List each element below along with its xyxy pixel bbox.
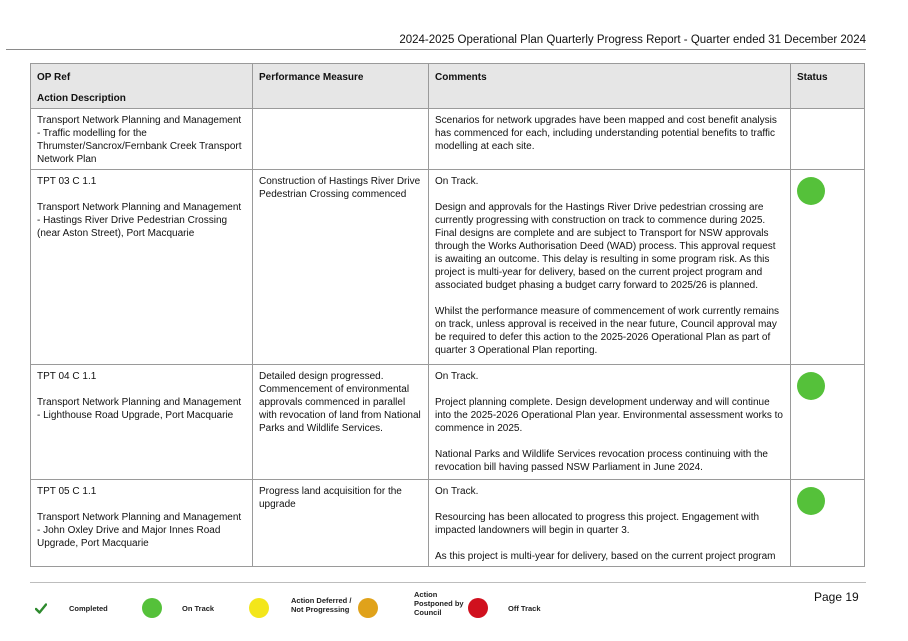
action-description: Transport Network Planning and Management - Lighthouse Road Upgrade, Port Macquarie: [37, 397, 242, 421]
comment-paragraph: Design and approvals for the Hastings River Drive pedestrian crossing are currently progressing with construction on track to commence during 2025. Final designs are complete and are subject to Transport for NSW approvals through the Works Authorisation Deed (WAD) process. This approval request is awaiting an outcome. This delay is resulting in some program risk. As this project is multi-year for delivery, based on the current project program and associated budget phasing a budget carry forward to 2025/26 is planned.: [435, 202, 776, 291]
legend-postponed: [358, 590, 464, 622]
deferred-circle-icon: [249, 598, 269, 618]
status-cell: [791, 480, 865, 567]
legend-deferred: [249, 594, 357, 622]
comments-cell: [429, 365, 791, 480]
header-divider: [6, 49, 866, 50]
comment-paragraph: As this project is multi-year for delivery, based on the current project program: [435, 551, 776, 562]
comment-paragraph: Project planning complete. Design development underway and will continue into the 2025-2026 Operational Plan year. Environmental assessment works to commence in 2025.: [435, 397, 783, 434]
legend-on-track: [142, 594, 214, 622]
status-cell: [791, 365, 865, 480]
on-track-status-icon: [797, 372, 825, 400]
comments-cell: [429, 170, 791, 365]
op-ref-header-label: OP Ref: [37, 72, 71, 83]
legend-label-postponed: Action Postponed by Council: [414, 590, 464, 617]
measure-cell: [253, 109, 429, 170]
legend-label-off-track: Off Track: [508, 603, 541, 613]
on-track-circle-icon: [142, 598, 162, 618]
on-track-status-icon: [797, 177, 825, 205]
comment-paragraph: National Parks and Wildlife Services revocation process continuing with the revocation bill having passed NSW Parliament in June 2024.: [435, 449, 768, 473]
action-cell: [31, 170, 253, 365]
legend-completed: [34, 594, 108, 622]
off-track-circle-icon: [468, 598, 488, 618]
legend-label-on-track: On Track: [182, 603, 215, 613]
action-description-header-label: Action Description: [37, 93, 126, 104]
measure-cell: Progress land acquisition for the upgrade: [253, 480, 429, 567]
op-ref: TPT 04 C 1.1: [37, 371, 97, 382]
table-row: [31, 480, 865, 567]
comment-paragraph: Resourcing has been allocated to progress this project. Engagement with impacted landowners will begin in quarter 3.: [435, 512, 760, 536]
legend-label-deferred: Action Deferred / Not Progressing: [291, 596, 352, 614]
report-header-title: 2024-2025 Operational Plan Quarterly Progress Report - Quarter ended 31 December 2024: [399, 34, 866, 46]
action-cell: [31, 365, 253, 480]
table-header-row: [31, 64, 865, 109]
comment-paragraph: On Track.: [435, 371, 479, 382]
page-number: Page 19: [814, 590, 859, 604]
legend-off-track: [468, 594, 541, 622]
table-row: [31, 109, 865, 170]
progress-table: [30, 63, 865, 567]
action-description: Transport Network Planning and Management - John Oxley Drive and Major Innes Road Upgrade, Port Macquarie: [37, 512, 242, 549]
op-ref: TPT 05 C 1.1: [37, 486, 97, 497]
comment-paragraph: Scenarios for network upgrades have been mapped and cost benefit analysis has commenced for each, including understanding potential benefits to traffic modelling at each site.: [435, 115, 777, 152]
comment-paragraph: On Track.: [435, 176, 479, 187]
table-row: [31, 170, 865, 365]
column-header-performance-measure: Performance Measure: [253, 64, 429, 109]
comment-paragraph: Whilst the performance measure of commencement of work currently remains on track, unless approval is received in the near future, Council approval may be required to defer this action to the 2025-2026 Operational Plan as part of quarter 3 Operational Plan reporting.: [435, 306, 780, 356]
table-row: [31, 365, 865, 480]
column-header-op-ref: [31, 64, 253, 109]
column-header-status: Status: [791, 64, 865, 109]
action-cell: [31, 480, 253, 567]
measure-cell: Construction of Hastings River Drive Pedestrian Crossing commenced: [253, 170, 429, 365]
footer-divider: [30, 582, 866, 583]
on-track-status-icon: [797, 487, 825, 515]
legend-label-completed: Completed: [69, 603, 108, 613]
status-legend: [30, 590, 570, 624]
comments-cell: [429, 480, 791, 567]
postponed-circle-icon: [358, 598, 378, 618]
measure-cell: Detailed design progressed. Commencement of environmental approvals commenced in parallel with revocation of land from National Parks and Wildlife Services.: [253, 365, 429, 480]
action-description: Transport Network Planning and Management - Traffic modelling for the Thrumster/Sancrox/Fernbank Creek Transport Network Plan: [37, 115, 242, 165]
column-header-comments: Comments: [429, 64, 791, 109]
op-ref: TPT 03 C 1.1: [37, 176, 97, 187]
status-cell: [791, 170, 865, 365]
comments-cell: [429, 109, 791, 170]
action-cell: [31, 109, 253, 170]
comment-paragraph: On Track.: [435, 486, 479, 497]
action-description: Transport Network Planning and Management - Hastings River Drive Pedestrian Crossing (near Aston Street), Port Macquarie: [37, 202, 242, 239]
status-cell: [791, 109, 865, 170]
check-icon: [34, 601, 48, 615]
